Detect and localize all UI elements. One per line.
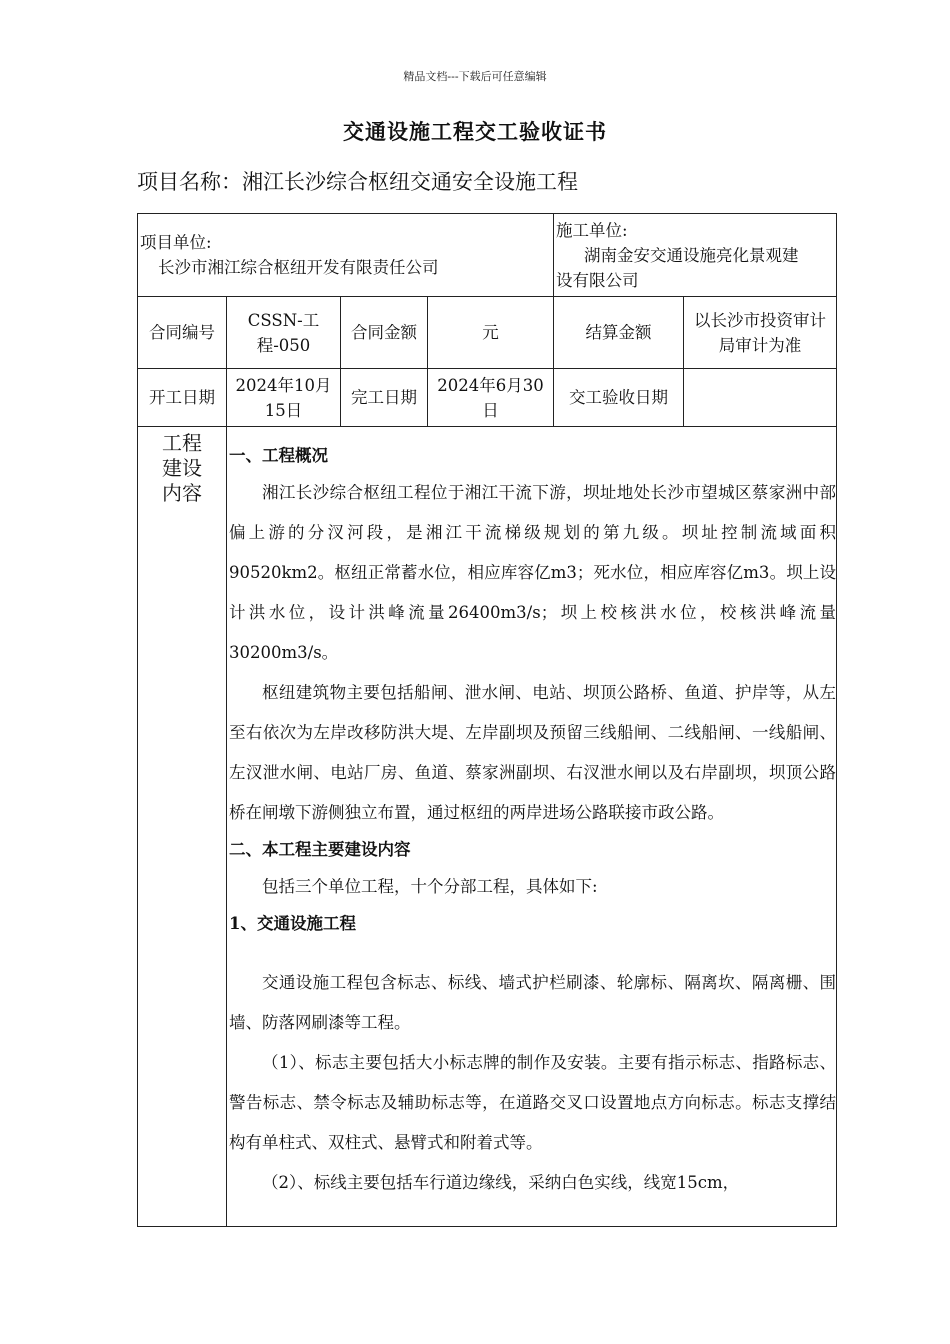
owner-label: 项目单位:	[140, 233, 212, 252]
start-date-value: 2024年10月15日	[227, 369, 341, 427]
contractor-label: 施工单位:	[556, 220, 628, 240]
settlement-label: 结算金额	[554, 297, 684, 369]
contract-amount-value: 元	[428, 297, 554, 369]
paragraph-overview: 湘江长沙综合枢纽工程位于湘江干流下游，坝址地处长沙市望城区蔡家洲中部偏上游的分汊河段，是湘江干流梯级规划的第九级。坝址控制流域面积90520km2。枢纽正常蓄水位，相应库容亿m3；死水位，相应库容亿m3。坝上设计洪水位，设计洪峰流量26400m3/s；坝上校核洪水位，校核洪峰流量30200m3/s。	[229, 483, 836, 662]
paragraph-signs: （1）、标志主要包括大小标志牌的制作及安装。主要有指示标志、指路标志、警告标志、禁令标志及辅助标志等，在道路交叉口设置地点方向标志。标志支撑结构有单柱式、双柱式、悬臂式和附着式等。	[229, 1053, 836, 1152]
contractor-value-line1: 湖南金安交通设施亮化景观建	[584, 245, 799, 265]
settlement-value: 以长沙市投资审计局审计为准	[684, 297, 837, 369]
paragraph-traffic-items: 交通设施工程包含标志、标线、墙式护栏刷漆、轮廓标、隔离坎、隔离栅、围墙、防落网刷漆等工程。	[229, 973, 836, 1032]
contract-no-value: CSSN-工程-050	[227, 297, 341, 369]
document-title: 交通设施工程交工验收证书	[343, 119, 607, 144]
owner-cell	[138, 214, 554, 297]
contract-no-label: 合同编号	[138, 297, 227, 369]
acceptance-date-label: 交工验收日期	[554, 369, 684, 427]
section-heading-overview: 一、工程概况	[229, 446, 328, 465]
construction-content-label: 工程建设内容	[138, 427, 227, 1227]
owner-value: 长沙市湘江综合枢纽开发有限责任公司	[158, 258, 439, 277]
contractor-cell	[554, 214, 837, 297]
contract-amount-label: 合同金额	[341, 297, 428, 369]
project-name-line: 项目名称：湘江长沙综合枢纽交通安全设施工程	[137, 170, 578, 194]
end-date-value: 2024年6月30日	[428, 369, 554, 427]
end-date-label: 完工日期	[341, 369, 428, 427]
subsection-heading-traffic: 1、交通设施工程	[229, 914, 356, 933]
header-note: 精品文档---下载后可任意编辑	[403, 70, 547, 83]
construction-content	[227, 427, 837, 1227]
certificate-table	[137, 213, 837, 1227]
acceptance-date-value	[684, 369, 837, 427]
section-heading-main-content: 二、本工程主要建设内容	[229, 840, 411, 859]
contractor-value-line2: 设有限公司	[556, 270, 639, 290]
start-date-label: 开工日期	[138, 369, 227, 427]
paragraph-structures: 枢纽建筑物主要包括船闸、泄水闸、电站、坝顶公路桥、鱼道、护岸等，从左至右依次为左岸改移防洪大堤、左岸副坝及预留三线船闸、二线船闸、一线船闸、左汊泄水闸、电站厂房、鱼道、蔡家洲副坝、右汊泄水闸以及右岸副坝，坝顶公路桥在闸墩下游侧独立布置，通过枢纽的两岸进场公路联接市政公路。	[229, 683, 836, 822]
paragraph-markings: （2）、标线主要包括车行道边缘线，采纳白色实线，线宽15cm，	[262, 1173, 740, 1192]
paragraph-scope: 包括三个单位工程，十个分部工程，具体如下:	[262, 877, 598, 896]
